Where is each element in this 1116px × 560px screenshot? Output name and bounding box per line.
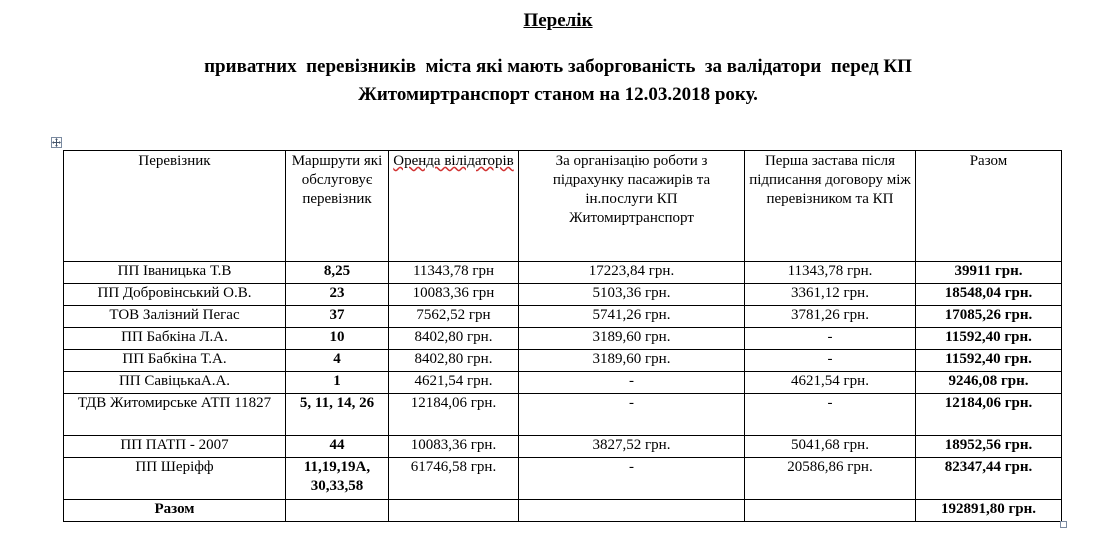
cell-service: 5741,26 грн.	[519, 306, 745, 328]
cell-carrier: ПП Іваницька Т.В	[64, 262, 286, 284]
cell-rent: 12184,06 грн.	[389, 394, 519, 436]
document-subtitle	[0, 53, 1116, 109]
header-deposit: Перша застава після підписання договору між перевізником та КП	[745, 151, 916, 262]
table-row	[64, 458, 1062, 500]
table-row	[64, 436, 1062, 458]
cell-total: 11592,40 грн.	[916, 350, 1062, 372]
table-row	[64, 350, 1062, 372]
cell-carrier: ПП Бабкіна Т.А.	[64, 350, 286, 372]
cell-carrier: ПП Шеріфф	[64, 458, 286, 500]
cell-service: -	[519, 372, 745, 394]
cell-routes: 4	[286, 350, 389, 372]
subtitle-line-1: приватних перевізників міста які мають заборгованість за валідатори перед КП	[204, 56, 912, 77]
cell-routes: 23	[286, 284, 389, 306]
table-row	[64, 262, 1062, 284]
cell-total: 82347,44 грн.	[916, 458, 1062, 500]
cell-deposit: 4621,54 грн.	[745, 372, 916, 394]
table-row	[64, 306, 1062, 328]
cell-rent: 10083,36 грн	[389, 284, 519, 306]
header-total: Разом	[916, 151, 1062, 262]
footer-empty-rent	[389, 500, 519, 522]
cell-routes: 8,25	[286, 262, 389, 284]
cell-service: -	[519, 394, 745, 436]
cell-total: 18952,56 грн.	[916, 436, 1062, 458]
cell-total: 17085,26 грн.	[916, 306, 1062, 328]
cell-deposit: 3781,26 грн.	[745, 306, 916, 328]
cell-deposit: -	[745, 350, 916, 372]
cell-service: 3189,60 грн.	[519, 328, 745, 350]
cell-service: 17223,84 грн.	[519, 262, 745, 284]
cell-carrier: ПП ПАТП - 2007	[64, 436, 286, 458]
cell-routes: 37	[286, 306, 389, 328]
table-row	[64, 328, 1062, 350]
cell-total: 39911 грн.	[916, 262, 1062, 284]
cell-routes: 11,19,19А, 30,33,58	[286, 458, 389, 500]
cell-deposit: 20586,86 грн.	[745, 458, 916, 500]
cell-service: -	[519, 458, 745, 500]
cell-carrier: ПП Добровінський О.В.	[64, 284, 286, 306]
cell-total: 9246,08 грн.	[916, 372, 1062, 394]
table-header-row	[64, 151, 1062, 262]
cell-carrier: ТДВ Житомирське АТП 11827	[64, 394, 286, 436]
cell-total: 18548,04 грн.	[916, 284, 1062, 306]
cell-routes: 5, 11, 14, 26	[286, 394, 389, 436]
cell-routes: 10	[286, 328, 389, 350]
cell-deposit: 11343,78 грн.	[745, 262, 916, 284]
cell-rent: 61746,58 грн.	[389, 458, 519, 500]
header-carrier: Перевізник	[64, 151, 286, 262]
footer-label: Разом	[64, 500, 286, 522]
cell-carrier: ПП Бабкіна Л.А.	[64, 328, 286, 350]
table-row	[64, 372, 1062, 394]
table-row	[64, 284, 1062, 306]
cell-service: 3189,60 грн.	[519, 350, 745, 372]
cell-rent: 8402,80 грн.	[389, 328, 519, 350]
header-service: За організацію роботи з підрахунку пасажирів та ін.послуги КП Житомиртранспорт	[519, 151, 745, 262]
cell-service: 3827,52 грн.	[519, 436, 745, 458]
footer-empty-deposit	[745, 500, 916, 522]
table-footer-row	[64, 500, 1062, 522]
cell-carrier: ПП СавіцькаА.А.	[64, 372, 286, 394]
cell-service: 5103,36 грн.	[519, 284, 745, 306]
document-title: Перелік	[523, 10, 593, 31]
debt-table	[63, 150, 1062, 522]
footer-empty-routes	[286, 500, 389, 522]
footer-total: 192891,80 грн.	[916, 500, 1062, 522]
subtitle-line-2: Житомиртранспорт станом на 12.03.2018 року.	[358, 84, 758, 105]
cell-deposit: -	[745, 328, 916, 350]
cell-carrier: ТОВ Залізний Пегас	[64, 306, 286, 328]
cell-total: 11592,40 грн.	[916, 328, 1062, 350]
cell-rent: 11343,78 грн	[389, 262, 519, 284]
cell-routes: 44	[286, 436, 389, 458]
footer-empty-service	[519, 500, 745, 522]
table-resize-handle[interactable]	[1060, 521, 1067, 528]
cell-deposit: -	[745, 394, 916, 436]
header-rent: Оренда вілідаторів	[389, 151, 519, 262]
cell-rent: 8402,80 грн.	[389, 350, 519, 372]
table-row	[64, 394, 1062, 436]
cell-deposit: 3361,12 грн.	[745, 284, 916, 306]
cell-deposit: 5041,68 грн.	[745, 436, 916, 458]
cell-rent: 10083,36 грн.	[389, 436, 519, 458]
cell-rent: 4621,54 грн.	[389, 372, 519, 394]
cell-rent: 7562,52 грн	[389, 306, 519, 328]
header-routes: Маршрути які обслуговує перевізник	[286, 151, 389, 262]
cell-routes: 1	[286, 372, 389, 394]
table-move-handle-icon[interactable]	[51, 137, 62, 148]
cell-total: 12184,06 грн.	[916, 394, 1062, 436]
